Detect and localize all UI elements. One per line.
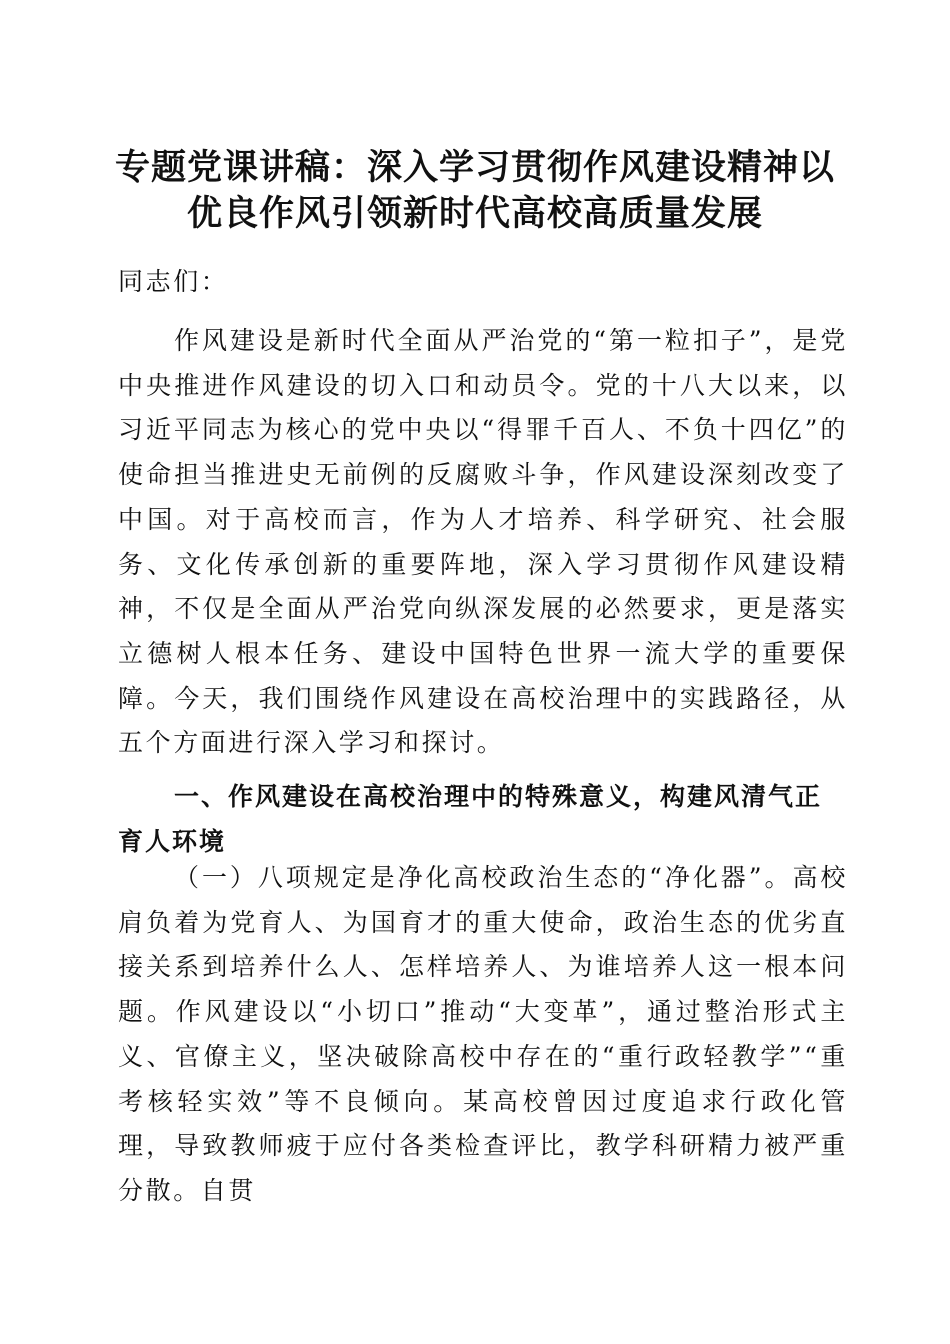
document-title-line-2: 优良作风引领新时代高校高质量发展 xyxy=(186,193,763,234)
paragraph-intro: 作风建设是新时代全面从严治党的“第一粒扣子”，是党中央推进作风建设的切入口和动员令。党的十八大以来，以习近平同志为核心的党中央以“得罪千百人、不负十四亿”的使命担当推进史无前例的反腐败斗争，作风建设深刻改变了中国。对于高校而言，作为人才培养、科学研究、社会服务、文化传承创新的重要阵地，深入学习贯彻作风建设精神，不仅是全面从严治党向纵深发展的必然要求，更是落实立德树人根本任务、建设中国特色世界一流大学的重要保障。今天，我们围绕作风建设在高校治理中的实践路径，从五个方面进行深入学习和探讨。 xyxy=(118,326,848,758)
paragraph-subsection-1 xyxy=(118,856,848,1214)
subsection-title: （一）八项规定是净化高校政治生态的“净化器”。 xyxy=(174,863,793,892)
subsection-text: 高校肩负着为党育人、为国育才的重大使命，政治生态的优劣直接关系到培养什么人、怎样培养人、为谁培养人这一根本问题。作风建设以“小切口”推动“大变革”，通过整治形式主义、官僚主义，坚决破除高校中存在的“重行政轻教学”“重考核轻实效”等不良倾向。某高校曾因过度追求行政化管理，导致教师疲于应付各类检查评比，教学科研精力被严重分散。自贯 xyxy=(118,863,848,1205)
document-title-line-1: 专题党课讲稿：深入学习贯彻作风建设精神以 xyxy=(114,147,835,188)
greeting: 同志们： xyxy=(118,267,229,296)
section-heading-1: 一、作风建设在高校治理中的特殊意义，构建风清气正育人环境 xyxy=(118,782,823,856)
